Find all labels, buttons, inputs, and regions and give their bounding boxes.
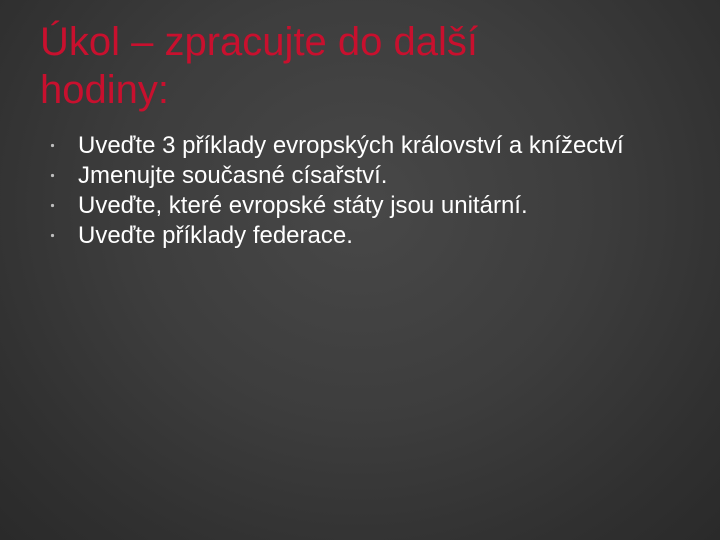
bullet-item	[50, 221, 670, 251]
bullet-text: Uveďte 3 příklady evropských království a knížectví	[78, 132, 624, 159]
bullet-text: Jmenujte současné císařství.	[78, 162, 388, 189]
bullet-text: Uveďte, které evropské státy jsou unitární.	[78, 192, 528, 219]
slide-title: Úkol – zpracujte do další hodiny:	[40, 20, 479, 112]
dot-bullet-icon	[50, 173, 55, 178]
dot-bullet-icon	[50, 203, 55, 208]
bullet-list	[50, 131, 670, 251]
bullet-text: Uveďte příklady federace.	[78, 222, 353, 249]
bullet-item	[50, 161, 670, 191]
dot-bullet-icon	[50, 143, 55, 148]
bullet-item	[50, 131, 670, 161]
dot-bullet-icon	[50, 233, 55, 238]
bullet-item	[50, 191, 670, 221]
